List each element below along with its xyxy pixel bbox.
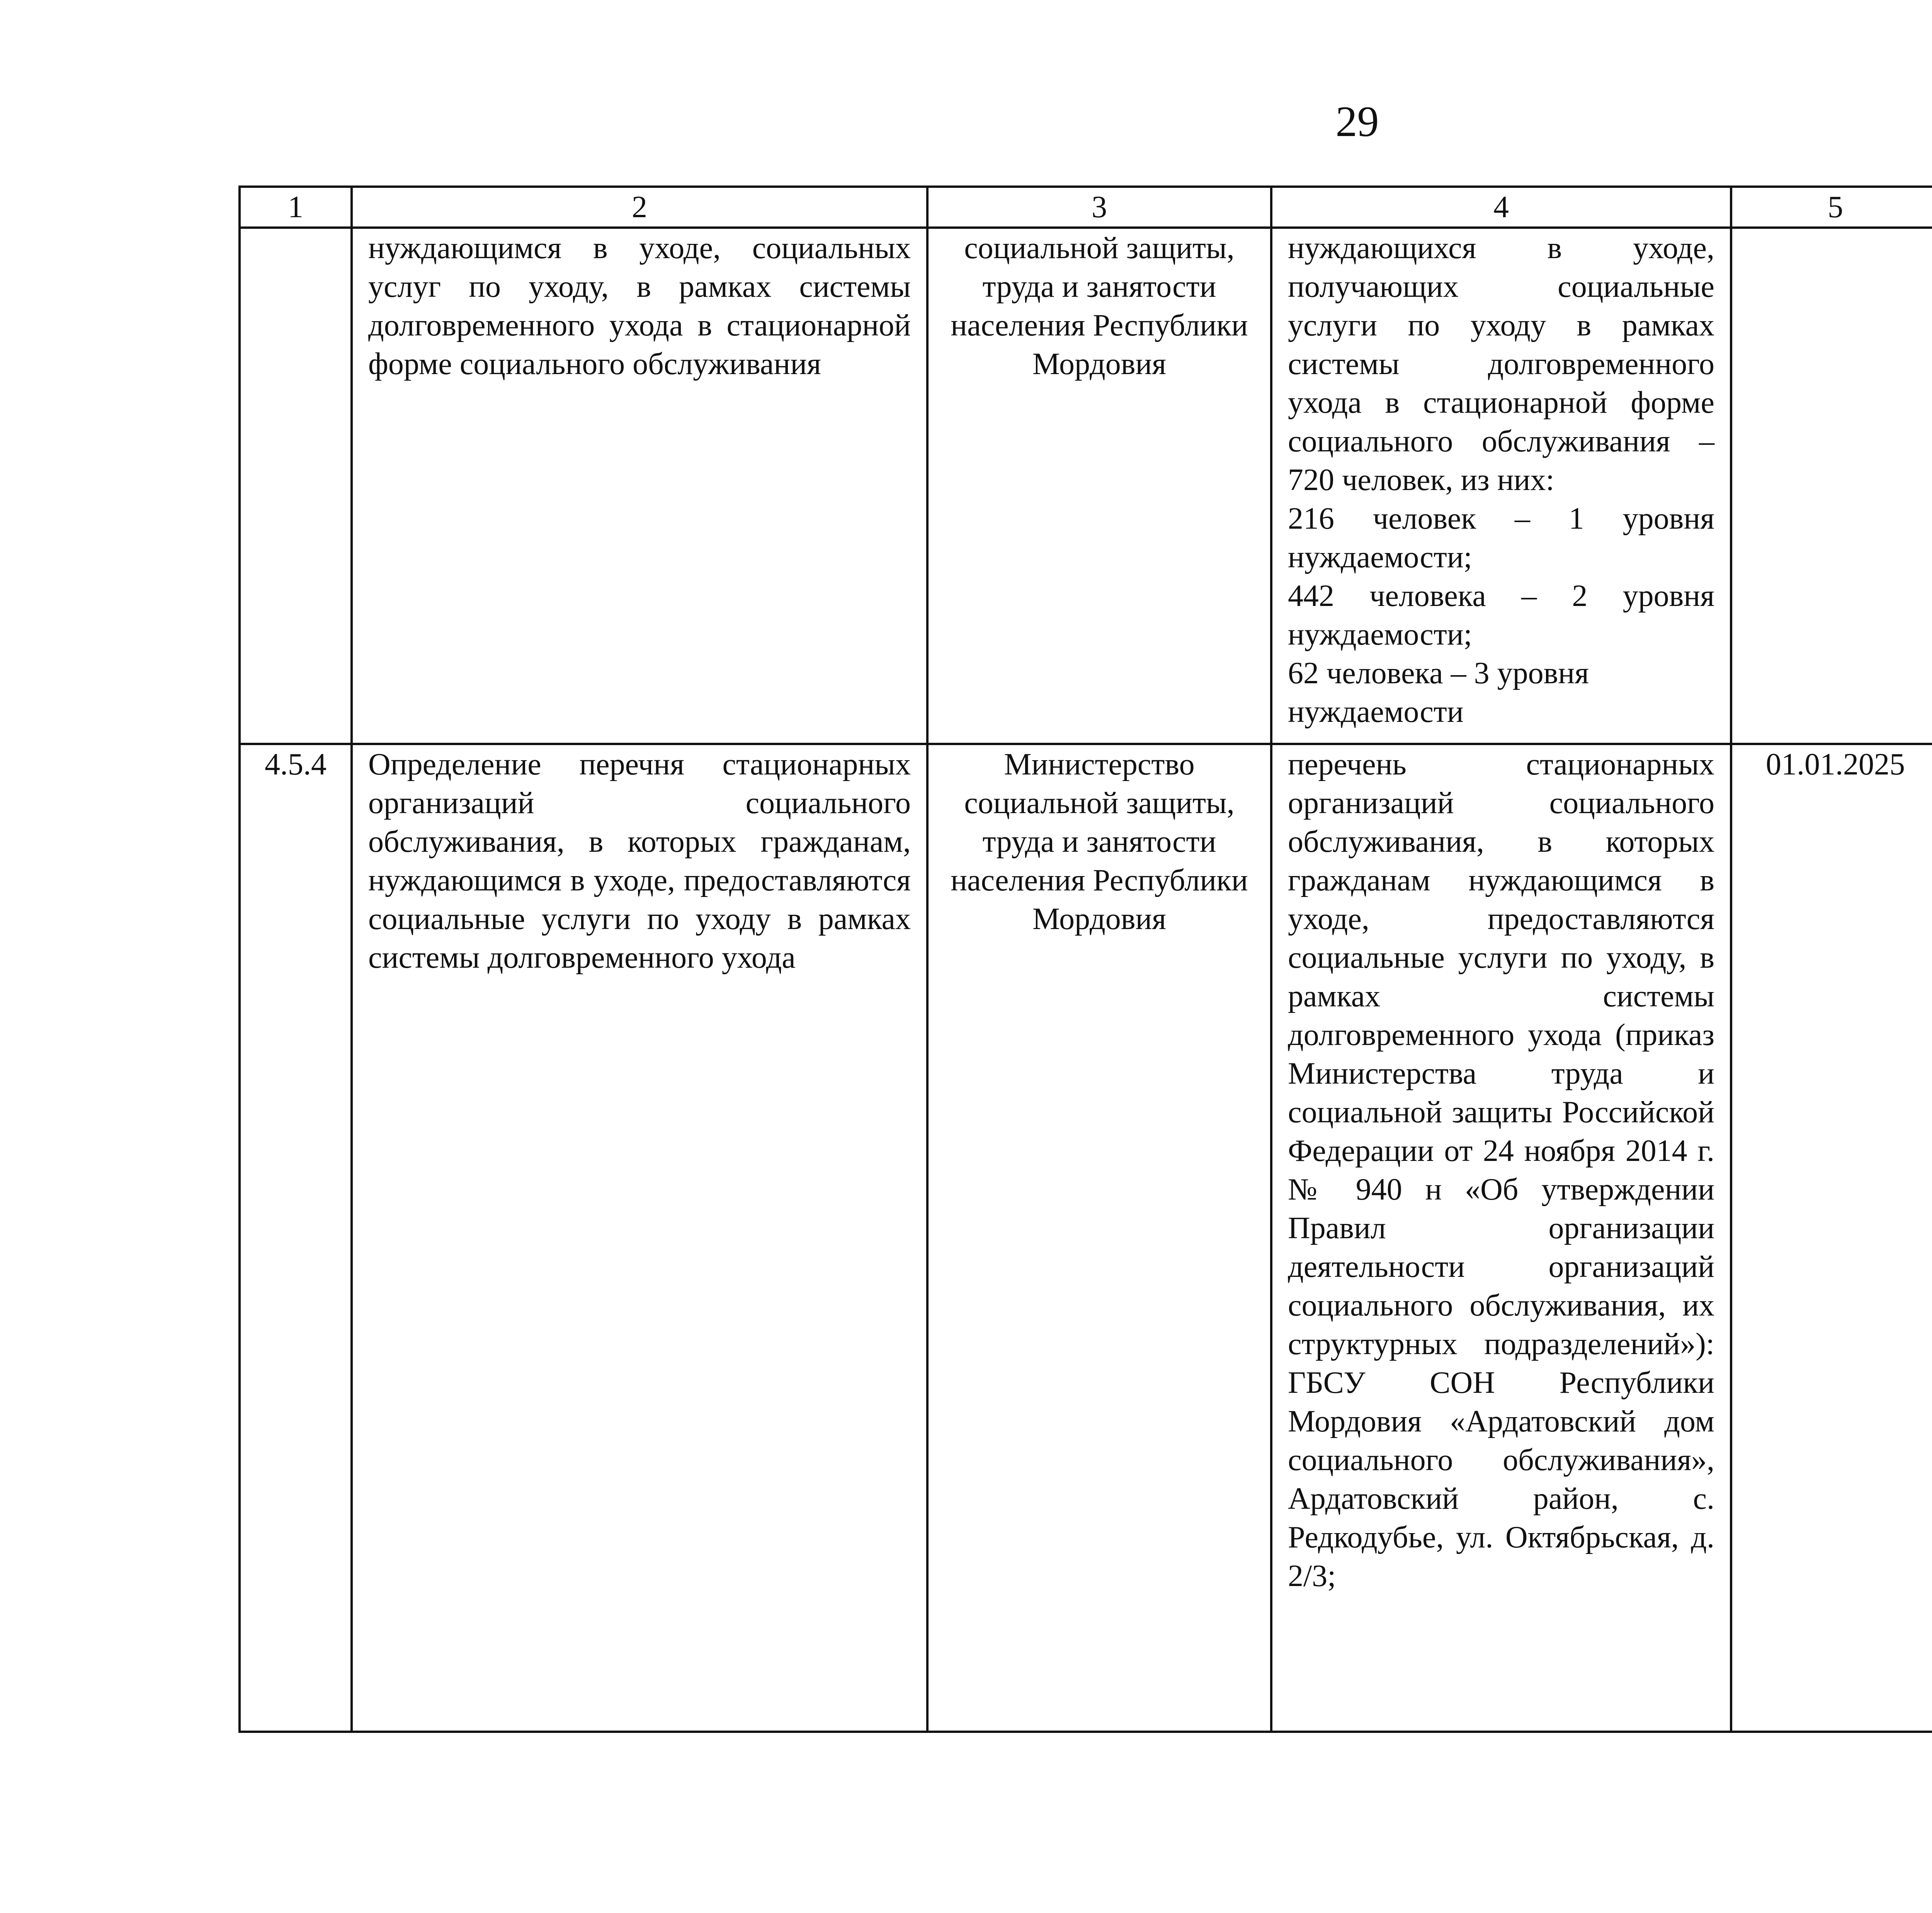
result-paragraph: нуждающихся в уходе, получающих социальные услуги по уходу в рамках системы долговременного ухода в стационарной форме социального обслуживания – 720 человек, из них: bbox=[1288, 231, 1714, 497]
activities-table bbox=[238, 186, 1932, 1733]
page-number: 29 bbox=[1335, 98, 1379, 146]
executor-cell: Министерство социальной защиты, труда и занятости населения Республики Мордовия bbox=[927, 744, 1271, 1732]
executor-cell: социальной защиты, труда и занятости населения Республики Мордовия bbox=[927, 228, 1271, 744]
column-number-header: 2 bbox=[352, 187, 927, 228]
result-paragraph: 62 человека – 3 уровня нуждаемости bbox=[1288, 656, 1589, 729]
result-paragraph: 216 человек – 1 уровня нуждаемости; bbox=[1288, 502, 1714, 574]
result-paragraph: 442 человека – 2 уровня нуждаемости; bbox=[1288, 579, 1714, 652]
row-number-cell: 4.5.4 bbox=[240, 744, 352, 1732]
column-number-header-row bbox=[240, 187, 1932, 228]
activity-name-cell: нуждающимся в уходе, социальных услуг по уходу, в рамках системы долговременного ухода в стационарной форме социального обслуживания bbox=[352, 228, 927, 744]
table-row bbox=[240, 228, 1932, 744]
column-number-header: 5 bbox=[1731, 187, 1932, 228]
table-row bbox=[240, 744, 1932, 1732]
column-number-header: 1 bbox=[240, 187, 352, 228]
column-number-header: 4 bbox=[1271, 187, 1731, 228]
row-number-cell bbox=[240, 228, 352, 744]
result-cell: перечень стационарных организаций социального обслуживания, в которых гражданам нуждающимся в уходе, предоставляются социальные услуги по уходу, в рамках системы долговременного ухода (приказ Министерства труда и социальной защиты Российской Федерации от 24 ноября 2014 г. № 940 н «Об утверждении Правил организации деятельности организаций социального обслуживания, их структурных подразделений»): ГБСУ СОН Республики Мордовия «Ардатовский дом социального обслуживания», Ардатовский район, с. Редкодубье, ул. Октябрьская, д. 2/3; bbox=[1271, 744, 1731, 1732]
start-date-cell bbox=[1731, 228, 1932, 744]
start-date-cell: 01.01.2025 bbox=[1731, 744, 1932, 1732]
result-cell bbox=[1271, 228, 1731, 744]
column-number-header: 3 bbox=[927, 187, 1271, 228]
activity-name-cell: Определение перечня стационарных организаций социального обслуживания, в которых гражданам, нуждающимся в уходе, предоставляются социальные услуги по уходу в рамках системы долговременного ухода bbox=[352, 744, 927, 1732]
